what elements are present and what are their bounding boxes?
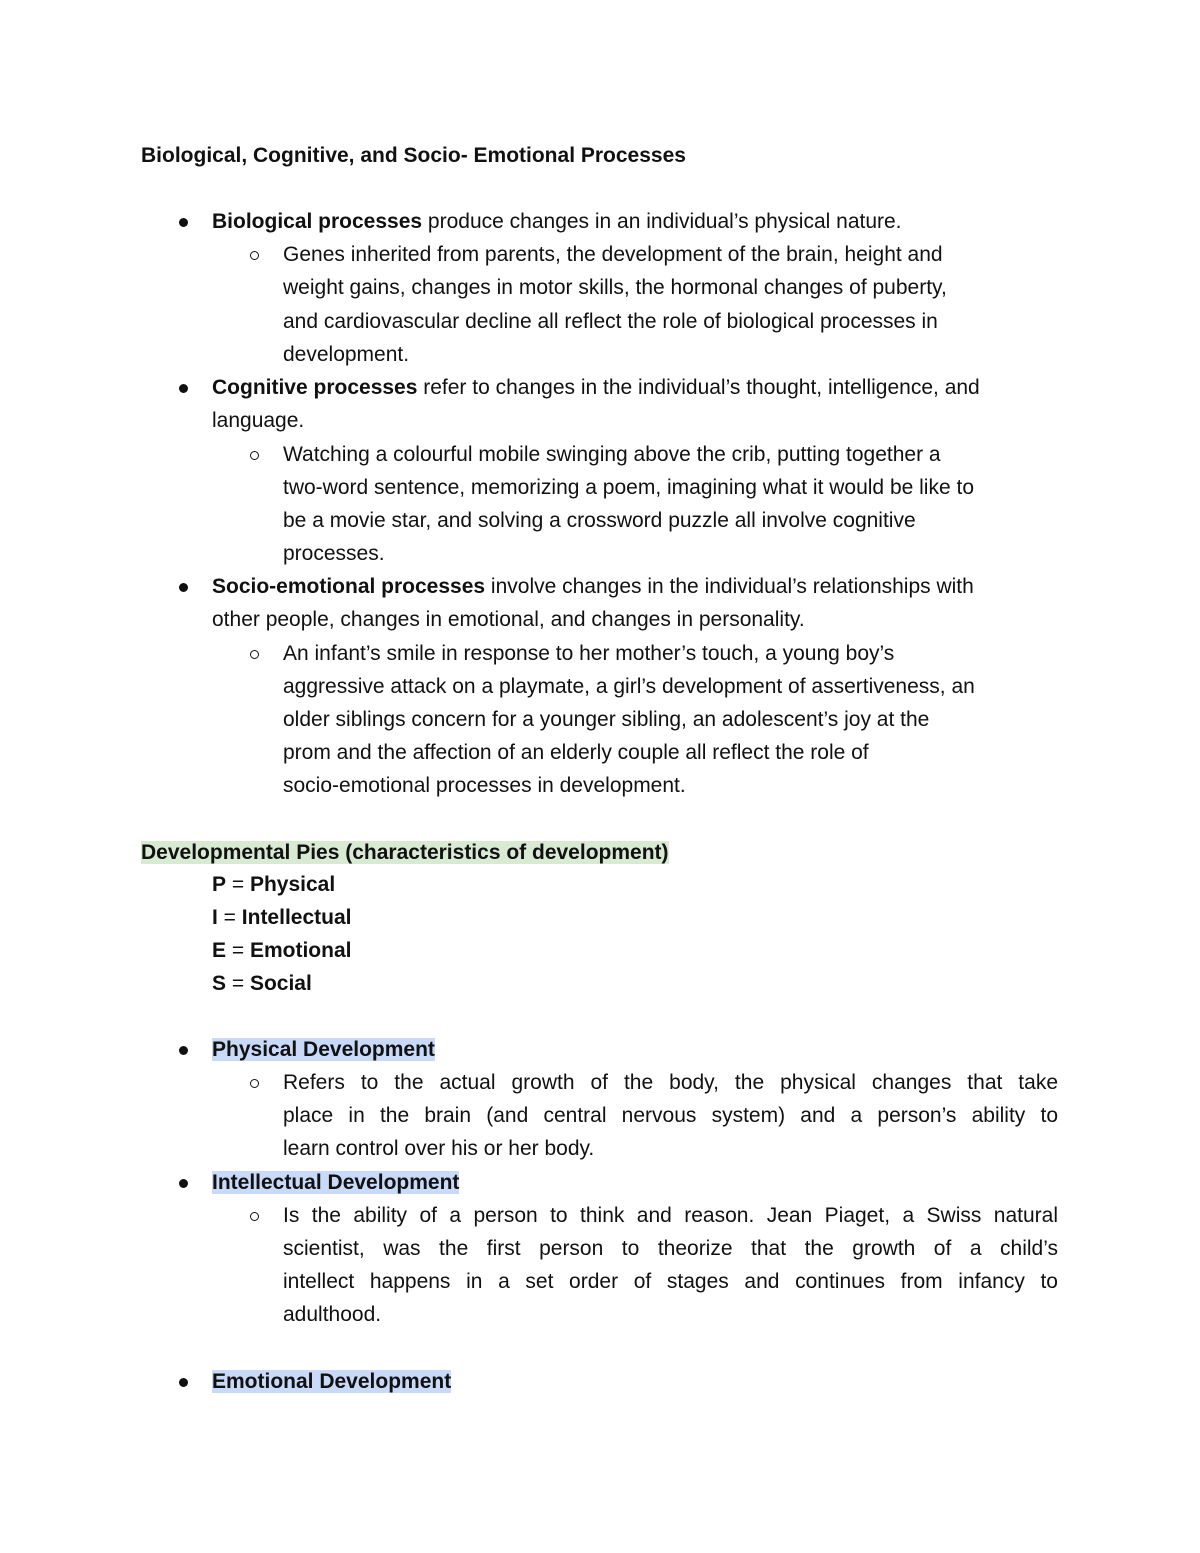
process-term: Socio-emotional processes xyxy=(212,575,486,598)
pies-equals: = xyxy=(226,873,250,896)
pies-letter: I xyxy=(212,906,218,929)
pies-word: Social xyxy=(249,972,312,995)
page-title: Biological, Cognitive, and Socio- Emotional Processes xyxy=(141,144,686,167)
dev-desc-line: scientist, was the first person to theorize that the growth of a child’s xyxy=(283,1237,1058,1260)
pies-letter: E xyxy=(212,939,227,962)
dev-desc-line: learn control over his or her body. xyxy=(283,1137,595,1160)
sub-bullet-icon xyxy=(250,451,259,460)
process-desc-line: other people, changes in emotional, and changes in personality. xyxy=(212,608,805,631)
example-line: development. xyxy=(283,343,410,366)
process-socio-emotional xyxy=(212,570,974,603)
pies-heading xyxy=(141,836,669,869)
example-line: processes. xyxy=(283,542,385,565)
bullet-icon xyxy=(179,583,188,592)
pies-item xyxy=(212,868,335,901)
process-term: Cognitive processes xyxy=(212,376,418,399)
example-line: Watching a colourful mobile swinging above the crib, putting together a xyxy=(283,443,941,466)
example-line: aggressive attack on a playmate, a girl’s development of assertiveness, an xyxy=(283,675,975,698)
pies-word: Emotional xyxy=(249,939,352,962)
process-term: Biological processes xyxy=(212,210,423,233)
pies-equals: = xyxy=(226,972,250,995)
pies-letter: S xyxy=(212,972,227,995)
dev-heading-text: Intellectual Development xyxy=(212,1171,460,1194)
dev-heading-text: Physical Development xyxy=(212,1038,435,1061)
dev-heading-text: Emotional Development xyxy=(212,1370,452,1393)
dev-desc-line: adulthood. xyxy=(283,1303,382,1326)
sub-bullet-icon xyxy=(250,251,259,260)
pies-letter: P xyxy=(212,873,227,896)
process-biological xyxy=(212,205,902,238)
dev-heading-emotional xyxy=(212,1365,451,1398)
pies-equals: = xyxy=(217,906,242,929)
sub-bullet-icon xyxy=(250,650,259,659)
pies-item xyxy=(212,967,312,1000)
example-line: be a movie star, and solving a crossword puzzle all involve cognitive xyxy=(283,509,916,532)
dev-desc-line: Is the ability of a person to think and reason. Jean Piaget, a Swiss natural xyxy=(283,1204,1058,1227)
process-desc-line: language. xyxy=(212,409,305,432)
process-desc: produce changes in an individual’s physical nature. xyxy=(422,210,902,233)
bullet-icon xyxy=(179,1179,188,1188)
dev-desc-line: intellect happens in a set order of stages and continues from infancy to xyxy=(283,1270,1058,1293)
sub-bullet-icon xyxy=(250,1079,259,1088)
bullet-icon xyxy=(179,1046,188,1055)
pies-item xyxy=(212,934,351,967)
process-cognitive xyxy=(212,371,980,404)
example-line: and cardiovascular decline all reflect the role of biological processes in xyxy=(283,310,938,333)
dev-desc-line: Refers to the actual growth of the body, the physical changes that take xyxy=(283,1071,1058,1094)
example-line: Genes inherited from parents, the development of the brain, height and xyxy=(283,243,943,266)
bullet-icon xyxy=(179,218,188,227)
example-line: An infant’s smile in response to her mother’s touch, a young boy’s xyxy=(283,642,895,665)
example-line: weight gains, changes in motor skills, the hormonal changes of puberty, xyxy=(283,276,947,299)
dev-desc xyxy=(283,1199,1058,1331)
example-line: prom and the affection of an elderly couple all reflect the role of xyxy=(283,741,869,764)
bullet-icon xyxy=(179,384,188,393)
pies-word: Physical xyxy=(249,873,336,896)
example-line: two-word sentence, memorizing a poem, imagining what it would be like to xyxy=(283,476,975,499)
dev-heading-intellectual xyxy=(212,1166,459,1199)
pies-word: Intellectual xyxy=(241,906,352,929)
pies-equals: = xyxy=(226,939,250,962)
dev-desc xyxy=(283,1066,1058,1165)
sub-bullet-icon xyxy=(250,1212,259,1221)
pies-item xyxy=(212,901,351,934)
pies-heading-text: Developmental Pies (characteristics of development) xyxy=(141,841,669,864)
example-line: socio-emotional processes in development. xyxy=(283,774,686,797)
process-desc: refer to changes in the individual’s thought, intelligence, and xyxy=(417,376,980,399)
bullet-icon xyxy=(179,1378,188,1387)
example-line: older siblings concern for a younger sibling, an adolescent’s joy at the xyxy=(283,708,930,731)
dev-desc-line: place in the brain (and central nervous system) and a person’s ability to xyxy=(283,1104,1058,1127)
dev-heading-physical xyxy=(212,1033,435,1066)
process-desc: involve changes in the individual’s relationships with xyxy=(485,575,974,598)
